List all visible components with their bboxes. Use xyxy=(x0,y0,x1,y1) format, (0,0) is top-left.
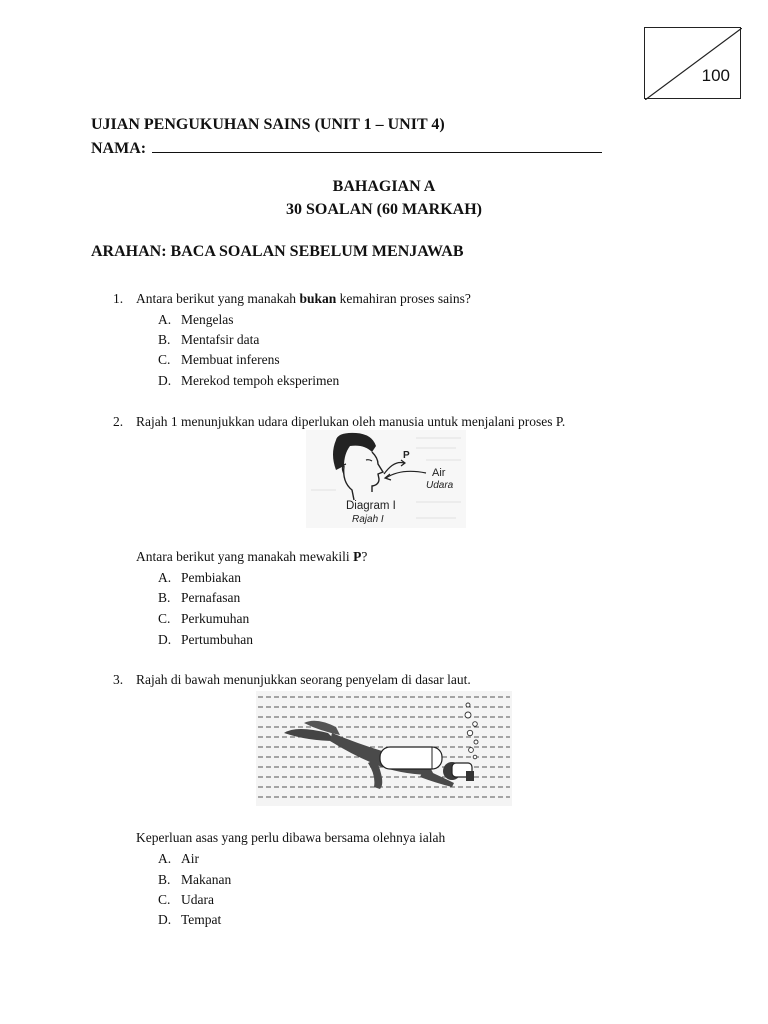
figure-caption-malay: Rajah I xyxy=(352,514,384,525)
option-letter: A. xyxy=(158,570,172,585)
option-text[interactable]: Mengelas xyxy=(181,312,234,327)
name-label: NAMA: xyxy=(91,140,147,157)
option-text[interactable]: Pembiakan xyxy=(181,570,241,585)
diver-illustration xyxy=(256,691,512,806)
option-letter: C. xyxy=(158,352,171,367)
question-text-part: Antara berikut yang manakah xyxy=(136,291,300,306)
question-text-part: ? xyxy=(361,549,368,564)
option-text[interactable]: Membuat inferens xyxy=(181,352,280,367)
exam-title: UJIAN PENGUKUHAN SAINS (UNIT 1 – UNIT 4) xyxy=(91,116,445,133)
option-letter: B. xyxy=(158,872,171,887)
score-box xyxy=(644,27,741,99)
score-box-diagonal xyxy=(645,28,742,100)
question-text-part: Antara berikut yang manakah mewakili xyxy=(136,549,354,564)
section-title: BAHAGIAN A xyxy=(332,178,436,195)
figure-caption: Diagram I xyxy=(346,500,396,512)
name-row xyxy=(91,138,602,158)
question-followup: Keperluan asas yang perlu dibawa bersama olehnya ialah xyxy=(136,830,446,845)
option-letter: D. xyxy=(158,373,172,388)
option-text[interactable]: Mentafsir data xyxy=(181,332,260,347)
option-text[interactable]: Udara xyxy=(181,892,214,907)
figure-label-udara: Udara xyxy=(426,480,454,491)
question-number: 3. xyxy=(113,672,124,687)
instruction: ARAHAN: BACA SOALAN SEBELUM MENJAWAB xyxy=(91,243,464,260)
option-letter: B. xyxy=(158,332,171,347)
question-emphasis: bukan xyxy=(299,291,337,306)
option-letter: D. xyxy=(158,912,172,927)
figure-label-p: P xyxy=(403,450,410,461)
diagram-diver xyxy=(256,691,512,806)
option-text[interactable]: Pernafasan xyxy=(181,590,241,605)
option-letter: A. xyxy=(158,312,172,327)
question-text-part: kemahiran proses sains? xyxy=(336,291,471,306)
question-number: 1. xyxy=(113,291,124,306)
question-emphasis: P xyxy=(353,549,362,564)
option-text[interactable]: Air xyxy=(181,851,199,866)
question-number: 2. xyxy=(113,414,124,429)
name-field[interactable] xyxy=(152,138,602,153)
option-text[interactable]: Tempat xyxy=(181,912,222,927)
question-followup xyxy=(136,549,367,565)
total-score: 100 xyxy=(701,66,730,85)
question-text: Rajah 1 menunjukkan udara diperlukan oleh manusia untuk menjalani proses P. xyxy=(136,414,566,429)
head-breathing-illustration xyxy=(306,430,466,528)
question-text: Rajah di bawah menunjukkan seorang penyelam di dasar laut. xyxy=(136,672,471,687)
option-letter: C. xyxy=(158,892,171,907)
option-letter: B. xyxy=(158,590,171,605)
option-letter: D. xyxy=(158,632,172,647)
option-text[interactable]: Makanan xyxy=(181,872,232,887)
option-text[interactable]: Perkumuhan xyxy=(181,611,250,626)
diagram-breathing xyxy=(306,430,466,528)
option-letter: A. xyxy=(158,851,172,866)
figure-label-air: Air xyxy=(432,467,446,479)
question-text xyxy=(136,291,471,307)
section-subtitle: 30 SOALAN (60 MARKAH) xyxy=(286,201,482,218)
option-text[interactable]: Merekod tempoh eksperimen xyxy=(181,373,340,388)
option-text[interactable]: Pertumbuhan xyxy=(181,632,253,647)
option-letter: C. xyxy=(158,611,171,626)
